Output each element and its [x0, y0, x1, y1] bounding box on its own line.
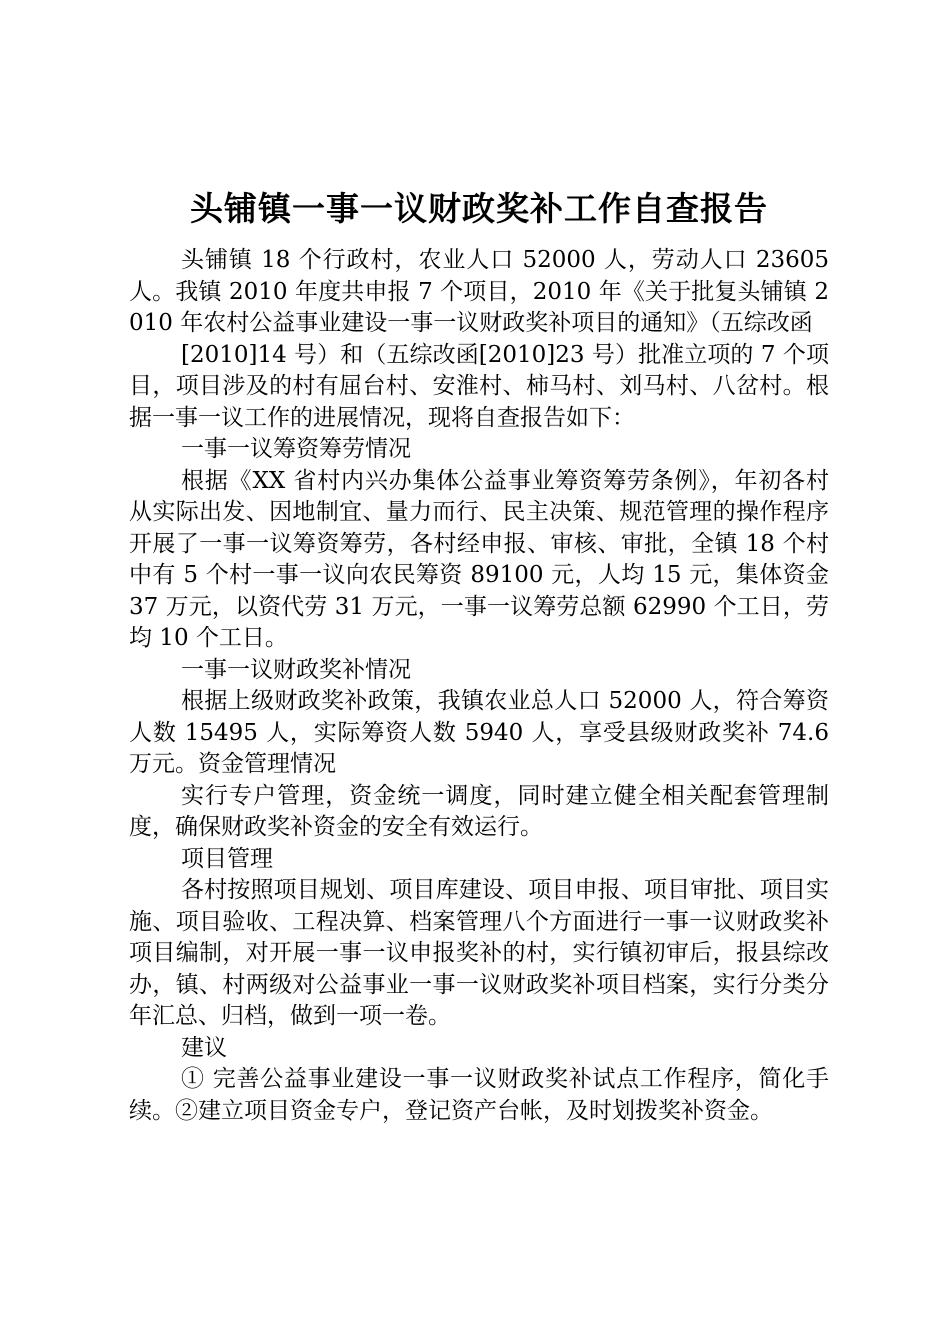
paragraph-intro: 头铺镇 18 个行政村，农业人口 52000 人，劳动人口 23605 人。我镇 2010 年度共申报 7 个项目，2010 年《关于批复头铺镇 2010 年农村公益事业建设一事一议财政奖补项目的通知》（五综改函 [129, 247, 829, 336]
paragraph-fund-management: 实行专户管理，资金统一调度，同时建立健全相关配套管理制度，确保财政奖补资金的安全有效运行。 [129, 782, 829, 840]
paragraph-project-management: 各村按照项目规划、项目库建设、项目申报、项目审批、项目实施、项目验收、工程决算、档案管理八个方面进行一事一议财政奖补项目编制，对开展一事一议申报奖补的村，实行镇初审后，报县综改办，镇、村两级对公益事业一事一议财政奖补项目档案，实行分类分年汇总、归档，做到一项一卷。 [129, 877, 829, 1029]
document-title: 头铺镇一事一议财政奖补工作自查报告 [190, 189, 768, 228]
paragraph-approval: [2010]14 号）和（五综改函[2010]23 号）批准立项的 7 个项目，项目涉及的村有屈台村、安淮村、柿马村、刘马村、八岔村。根据一事一议工作的进展情况，现将自查报告如下： [129, 341, 829, 431]
section-heading-suggestions: 建议 [181, 1034, 227, 1061]
section-heading-project-management: 项目管理 [181, 845, 273, 872]
paragraph-subsidy: 根据上级财政奖补政策，我镇农业总人口 52000 人，符合筹资人数 15495 人，实际筹资人数 5940 人，享受县级财政奖补 74.6 万元。资金管理情况 [129, 688, 829, 777]
paragraph-fundraising: 根据《XX 省村内兴办集体公益事业筹资筹劳条例》，年初各村从实际出发、因地制宜、量力而行、民主决策、规范管理的操作程序开展了一事一议筹资筹劳，各村经申报、审核、审批，全镇 18 个村中有 5 个村一事一议向农民筹资 89100 元，人均 15 元，集体资金 37 万元，以资代劳 31 万元，一事一议筹劳总额 62990 个工日，劳均 10 个工日。 [129, 467, 829, 651]
section-heading-fundraising: 一事一议筹资筹劳情况 [181, 436, 411, 462]
section-heading-subsidy: 一事一议财政奖补情况 [181, 656, 411, 683]
document-page [129, 183, 829, 1127]
paragraph-suggestions: ① 完善公益事业建设一事一议财政奖补试点工作程序，简化手续。②建立项目资金专户，登记资产台帐，及时划拨奖补资金。 [129, 1066, 829, 1124]
